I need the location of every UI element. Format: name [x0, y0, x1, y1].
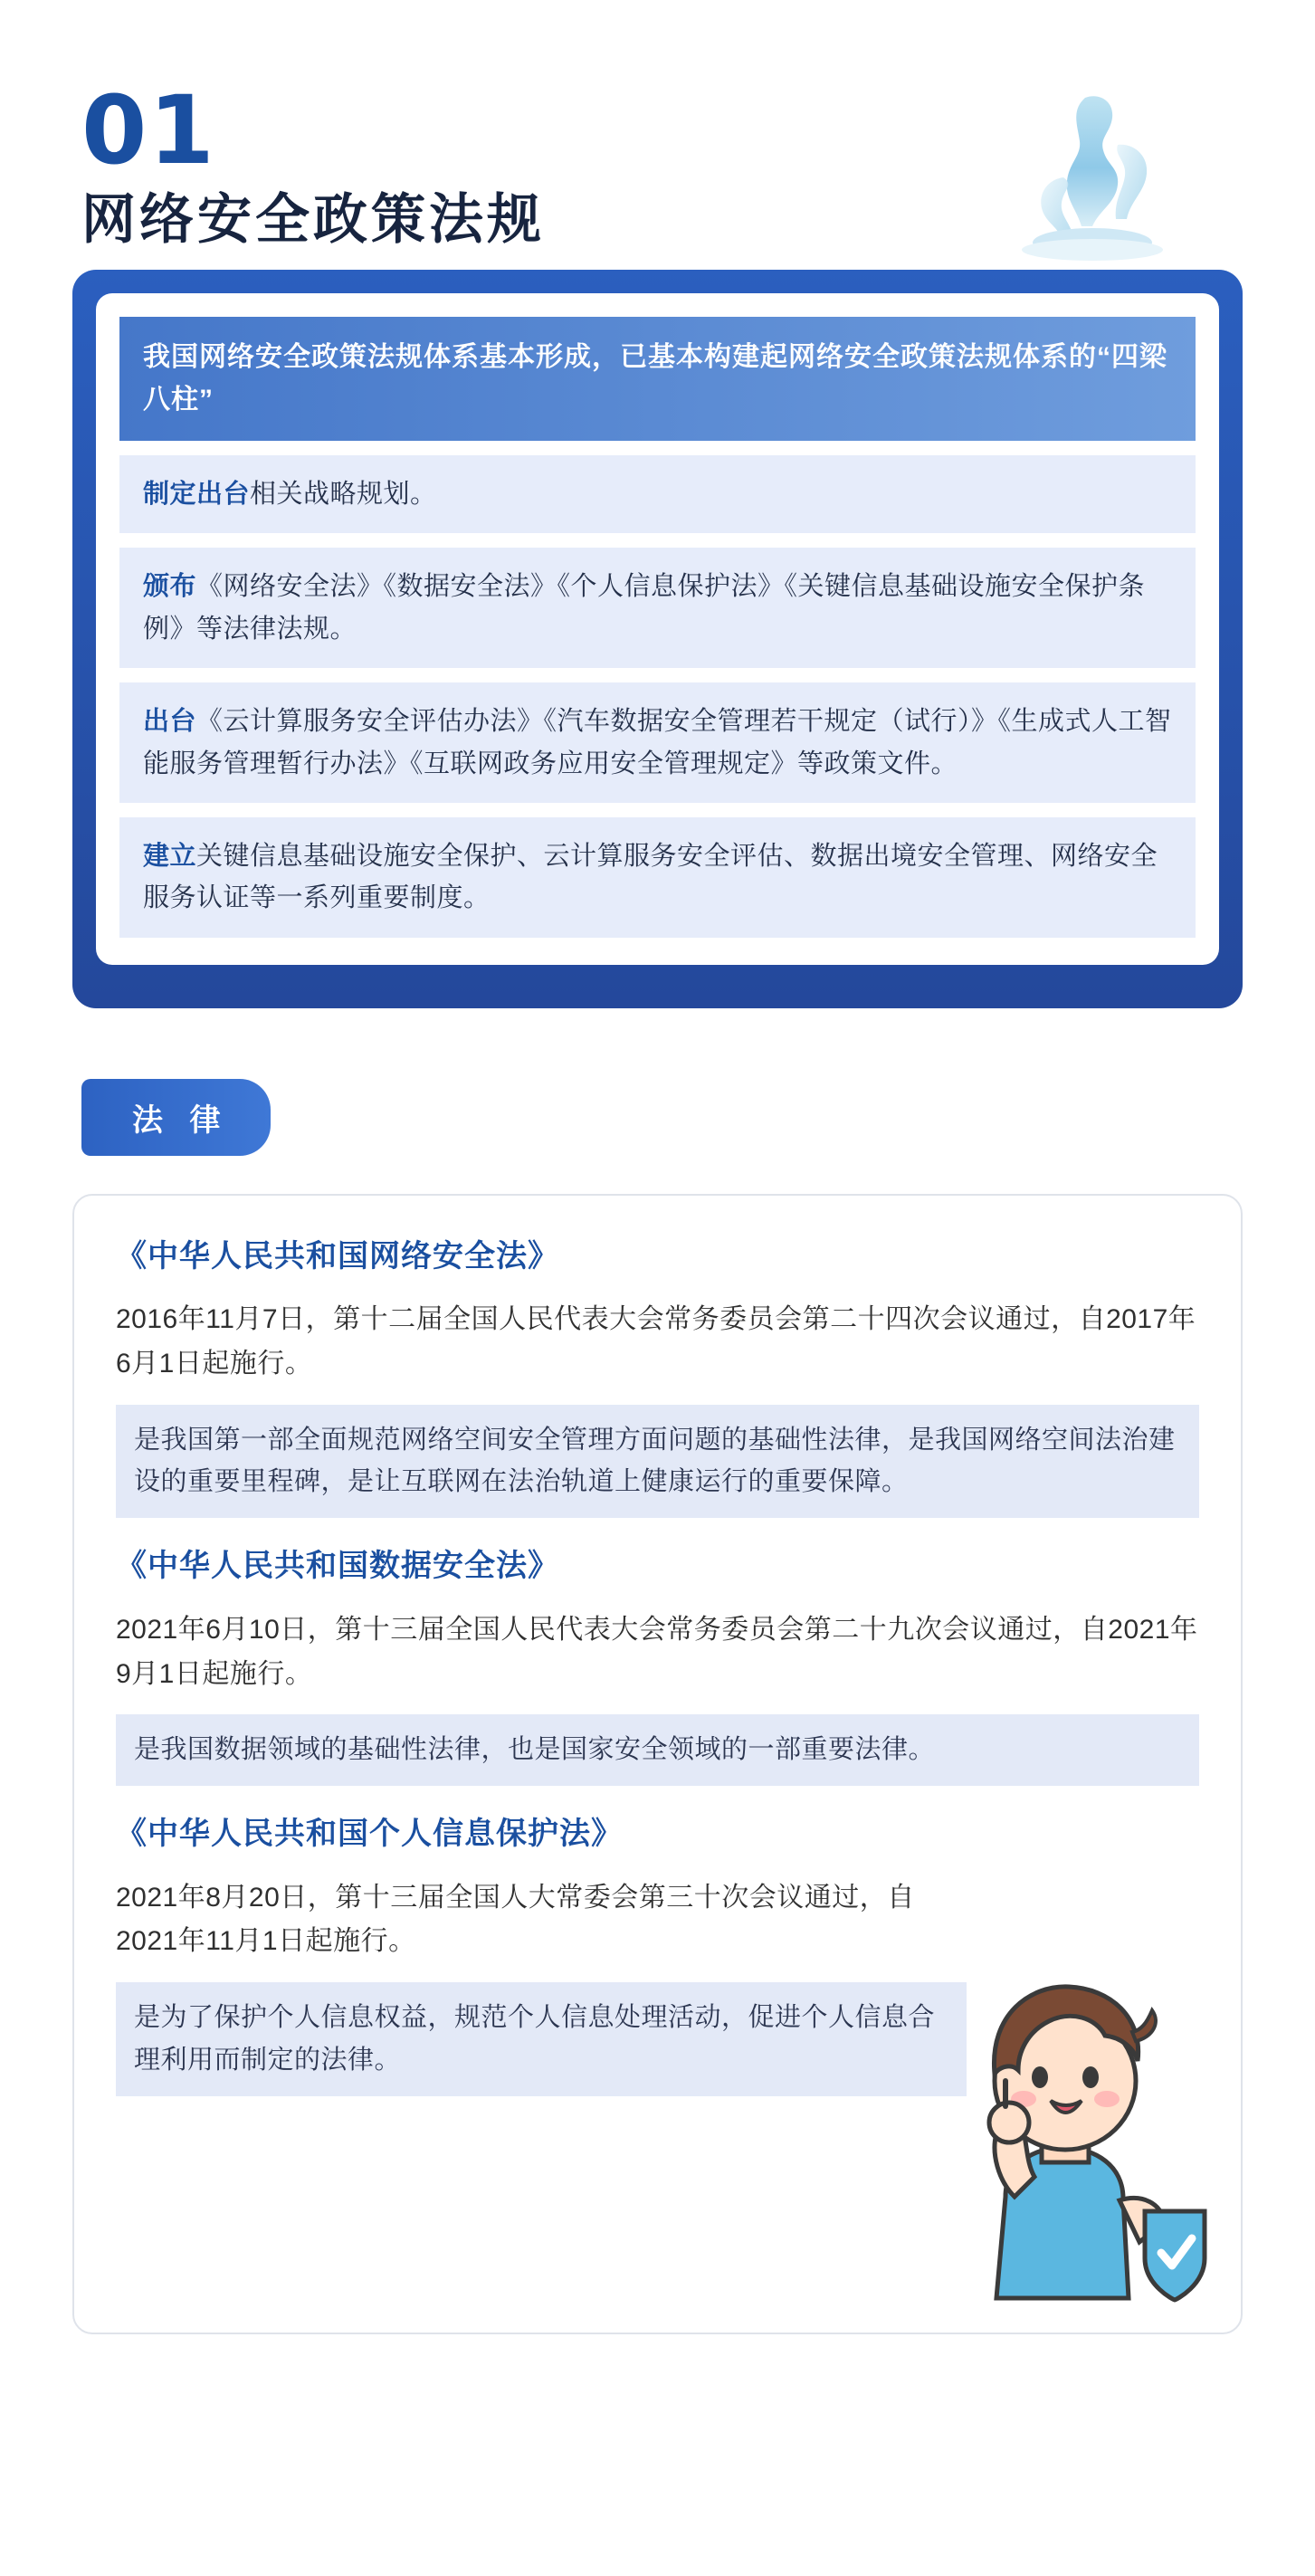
law-description: 2021年6月10日，第十三届全国人民代表大会常务委员会第二十九次会议通过，自2021年9月1日起施行。	[116, 1615, 1198, 1689]
policy-panel-body	[96, 293, 1219, 965]
policy-panel-frame	[72, 270, 1243, 1008]
policy-item-keyword: 建立	[143, 841, 197, 871]
law-entry	[116, 1236, 1199, 1519]
section-tab-row	[81, 1079, 1315, 1156]
page-title: 网络安全政策法规	[81, 188, 545, 250]
law-title: 《中华人民共和国网络安全法》	[116, 1238, 559, 1274]
policy-item-keyword: 制定出台	[143, 480, 251, 509]
law-description: 2016年11月7日，第十二届全国人民代表大会常务委员会第二十四次会议通过，自2017年6月1日起施行。	[116, 1304, 1196, 1379]
law-title: 《中华人民共和国数据安全法》	[116, 1549, 559, 1584]
law-note: 是为了保护个人信息权益，规范个人信息处理活动，促进个人信息合理利用而制定的法律。	[116, 1982, 967, 2096]
law-list-card	[72, 1194, 1243, 2334]
law-note: 是我国数据领域的基础性法律，也是国家安全领域的一部重要法律。	[116, 1714, 1199, 1786]
policy-item	[119, 682, 1196, 803]
policy-item-keyword: 出台	[143, 707, 197, 737]
law-entry	[116, 1545, 1199, 1786]
policy-panel	[72, 270, 1243, 1008]
tab-law[interactable]: 法 律	[81, 1079, 271, 1156]
policy-item-text: 相关战略规划。	[250, 480, 437, 509]
policy-headline: 我国网络安全政策法规体系基本形成，已基本构建起网络安全政策法规体系的“四梁八柱”	[119, 317, 1196, 441]
policy-item	[119, 455, 1196, 533]
law-description: 2021年8月20日，第十三届全国人大常委会第三十次会议通过，自2021年11月1日起施行。	[116, 1882, 915, 1957]
dragon-statue-illustration	[998, 91, 1188, 262]
law-title: 《中华人民共和国个人信息保护法》	[116, 1817, 623, 1852]
policy-item	[119, 817, 1196, 938]
policy-item-text: 关键信息基础设施安全保护、云计算服务安全评估、数据出境安全管理、网络安全服务认证等一系列重要制度。	[143, 841, 1158, 913]
policy-item-text: 《云计算服务安全评估办法》《汽车数据安全管理若干规定（试行）》《生成式人工智能服务管理暂行办法》《互联网政务应用安全管理规定》等政策文件。	[143, 707, 1172, 778]
policy-item-text: 《网络安全法》《数据安全法》《个人信息保护法》《关键信息基础设施安全保护条例》等法律法规。	[143, 572, 1146, 644]
law-note: 是我国第一部全面规范网络空间安全管理方面问题的基础性法律，是我国网络空间法治建设的重要里程碑，是让互联网在法治轨道上健康运行的重要保障。	[116, 1405, 1199, 1519]
page-header	[0, 0, 1315, 262]
law-entry	[116, 1813, 1199, 2096]
policy-item-keyword: 颁布	[143, 572, 197, 602]
section-number: 01	[81, 75, 216, 186]
policy-item	[119, 548, 1196, 668]
